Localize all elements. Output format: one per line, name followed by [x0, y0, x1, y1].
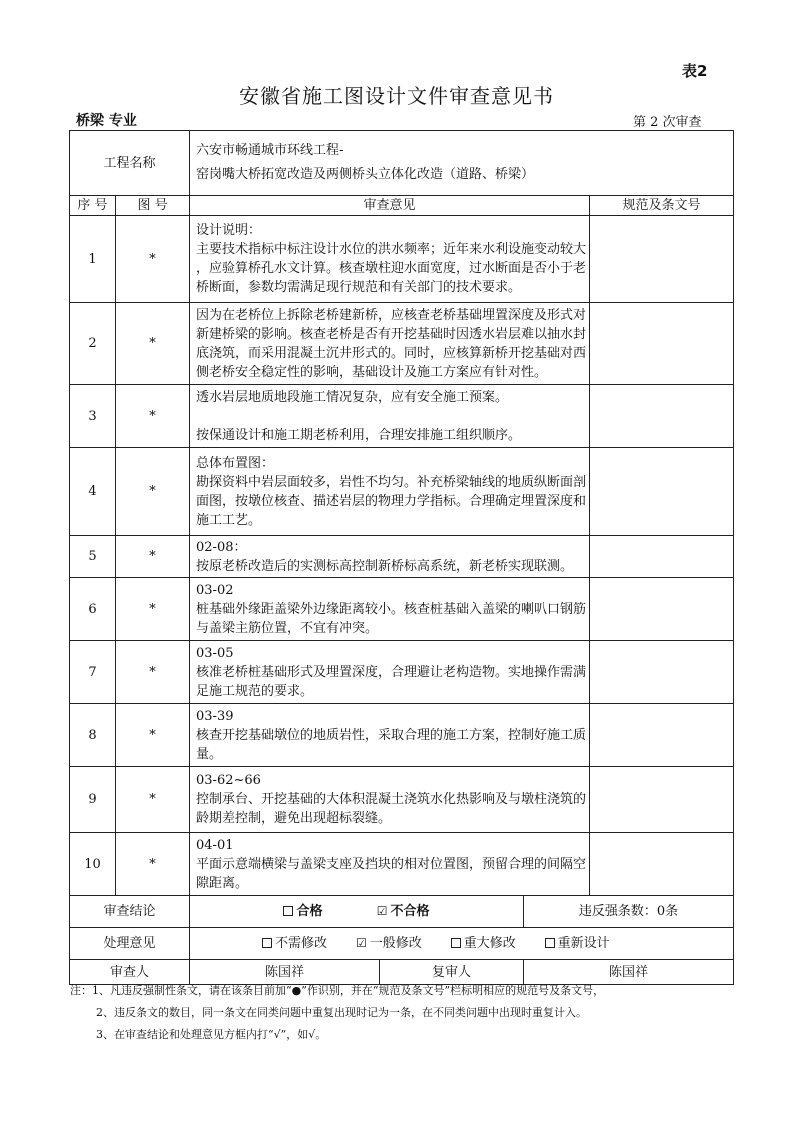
row-drawing: *: [116, 536, 190, 578]
opinion-line: 量。: [196, 746, 223, 762]
row-opinion: [190, 641, 590, 704]
row-drawing: *: [116, 216, 190, 303]
opinion-line: 勘探资料中岩层面较多，岩性不均匀。补充桥梁轴线的地质纵断面剖: [196, 474, 587, 490]
row-opinion: [190, 578, 590, 641]
footnote-2: 2、违反条文的数目，同一条文在同类问题中重复出现时记为一条，在不同类问题中出现时重复计入。: [96, 1006, 587, 1019]
opinion-line: 设计说明：: [196, 223, 262, 238]
conclusion-fail-option[interactable]: [377, 904, 430, 919]
checkbox-empty-icon: [545, 938, 555, 948]
handling-option-no-change[interactable]: [262, 936, 327, 951]
table-row: [70, 448, 734, 536]
header-seq: 序 号: [70, 196, 116, 216]
checkbox-empty-icon: [283, 906, 293, 916]
opinion-line: 桥断面，参数均需满足现行规范和有关部门的技术要求。: [196, 280, 522, 295]
row-code: [590, 303, 734, 385]
opinion-line: 核准老桥桩基础形式及埋置深度，合理避让老构造物。实地操作需满: [196, 664, 587, 680]
opinion-line: 02-08：: [196, 539, 247, 555]
footnote-1: 注：1、凡违反强制性条文，请在该条目前加“●”作识别，并在“规范及条文号”栏标明相应的规范号及条文号，: [70, 984, 605, 997]
opinion-line: 施工工艺。: [196, 512, 262, 528]
row-seq: 8: [70, 704, 116, 767]
row-drawing: *: [116, 641, 190, 704]
table-row: [70, 704, 734, 767]
checkbox-empty-icon: [262, 938, 272, 948]
row-code: [590, 536, 734, 578]
checkbox-checked-icon: ☑: [355, 936, 367, 950]
checkbox-empty-icon: [451, 938, 461, 948]
row-seq: 6: [70, 578, 116, 641]
handling-option-label: 一般修改: [369, 936, 422, 951]
table-row: [70, 216, 734, 303]
row-code: [590, 767, 734, 833]
opinion-line: 隙距离。: [196, 875, 249, 891]
reviewer-label: 审查人: [70, 960, 190, 985]
opinion-line: 新建桥梁的影响。核查老桥是否有开挖基础时因透水岩层难以抽水封: [196, 326, 587, 342]
footnote-3: 3、在审查结论和处理意见方框内打“√”，如√。: [96, 1028, 327, 1041]
opinion-line: 03-02: [196, 582, 234, 598]
opinion-line: 侧老桥安全稳定性的影响，基础设计及施工方案应有针对性。: [196, 364, 548, 380]
conclusion-options: [190, 896, 524, 928]
row-seq: 2: [70, 303, 116, 385]
row-code: [590, 216, 734, 303]
table-row: [70, 536, 734, 578]
row-opinion: [190, 833, 590, 896]
table-number-label: 表2: [682, 62, 708, 80]
row-opinion: [190, 448, 590, 536]
header-row: [70, 196, 734, 216]
opinion-blank-line: [196, 407, 585, 426]
opinion-line: 核查开挖基础墩位的地质岩性，采取合理的施工方案，控制好施工质: [196, 727, 587, 743]
review-round: 第 2 次审查: [633, 115, 702, 130]
opinion-line: 因为在老桥位上拆除老桥建新桥，应核查老桥基础埋置深度及形式对: [196, 307, 587, 323]
handling-options: [190, 928, 734, 960]
table-row: [70, 578, 734, 641]
header-drawing: 图 号: [116, 196, 190, 216]
opinion-line: 平面示意端横梁与盖梁支座及挡块的相对位置图，预留合理的间隔空: [196, 856, 587, 872]
row-opinion: [190, 767, 590, 833]
handling-label: 处理意见: [70, 928, 190, 960]
handling-option-redesign[interactable]: [545, 936, 610, 951]
opinion-line: 03-05: [196, 645, 234, 661]
table-row: [70, 641, 734, 704]
specialty-label: 桥梁 专业: [76, 113, 137, 129]
row-drawing: *: [116, 704, 190, 767]
row-drawing: *: [116, 448, 190, 536]
opinion-line: 03-39: [196, 708, 234, 724]
reviewer-name: 陈国祥: [190, 960, 380, 985]
conclusion-pass-option[interactable]: [283, 904, 322, 919]
opinion-line: 按原老桥改造后的实测标高控制新桥标高系统，新老桥实现联测。: [196, 558, 574, 574]
opinion-line: 主要技术指标中标注设计水位的洪水频率；近年来水利设施变动较大: [196, 242, 587, 257]
opinion-line: 04-01: [196, 837, 234, 853]
row-drawing: *: [116, 385, 190, 448]
handling-option-general[interactable]: [356, 936, 422, 951]
footnotes: [70, 980, 604, 1046]
opinion-line: 控制承台、开挖基础的大体积混凝土浇筑水化热影响及与墩柱浇筑的: [196, 792, 587, 807]
row-seq: 7: [70, 641, 116, 704]
row-code: [590, 448, 734, 536]
row-code: [590, 704, 734, 767]
project-name-value: [190, 131, 734, 196]
opinion-line: 龄期差控制，避免出现超标裂缝。: [196, 811, 392, 826]
handling-option-label: 不需修改: [275, 936, 328, 951]
table-row: [70, 833, 734, 896]
opinion-line: ，应验算桥孔水文计算。核查墩柱迎水面宽度，过水断面是否小于老: [196, 261, 587, 276]
row-seq: 5: [70, 536, 116, 578]
table-row: [70, 767, 734, 833]
opinion-line: 03-62~66: [196, 773, 261, 788]
row-code: [590, 385, 734, 448]
conclusion-row: [70, 896, 734, 928]
opinion-line: 总体布置图：: [196, 455, 275, 471]
rechecker-name: 陈国祥: [524, 960, 734, 985]
conclusion-label: 审查结论: [70, 896, 190, 928]
table-row: [70, 303, 734, 385]
project-row: [70, 131, 734, 196]
row-drawing: *: [116, 303, 190, 385]
handling-option-major[interactable]: [451, 936, 516, 951]
row-drawing: *: [116, 833, 190, 896]
opinion-line: 足施工规范的要求。: [196, 683, 314, 699]
row-drawing: *: [116, 767, 190, 833]
handling-row: [70, 928, 734, 960]
table-row: [70, 385, 734, 448]
project-name-line2: 窑岗嘴大桥拓宽改造及两侧桥头立体化改造（道路、桥梁）: [196, 167, 535, 182]
document-title: 安徽省施工图设计文件审查意见书: [239, 84, 554, 108]
opinion-line: 按保通设计和施工期老桥利用，合理安排施工组织顺序。: [196, 427, 522, 443]
row-code: [590, 641, 734, 704]
row-seq: 4: [70, 448, 116, 536]
opinion-line: 面图，按墩位核查、描述岩层的物理力学指标。合理确定埋置深度和: [196, 493, 587, 509]
review-table: [69, 130, 734, 985]
handling-option-label: 重新设计: [557, 936, 610, 951]
opinion-line: 透水岩层地质地段施工情况复杂，应有安全施工预案。: [196, 389, 509, 405]
row-opinion: [190, 704, 590, 767]
project-name-line1: 六安市畅通城市环线工程-: [196, 143, 344, 158]
row-seq: 1: [70, 216, 116, 303]
row-opinion: [190, 216, 590, 303]
header-opinion: 审查意见: [190, 196, 590, 216]
checkbox-checked-icon: ☑: [376, 904, 388, 918]
row-seq: 10: [70, 833, 116, 896]
rechecker-label: 复审人: [380, 960, 524, 985]
violations-count: 违反强条数：0条: [524, 896, 734, 928]
opinion-line: 与盖梁主筋位置，不宜有冲突。: [196, 620, 379, 636]
row-code: [590, 833, 734, 896]
row-drawing: *: [116, 578, 190, 641]
row-opinion: [190, 303, 590, 385]
row-code: [590, 578, 734, 641]
row-seq: 9: [70, 767, 116, 833]
opinion-line: 桩基础外缘距盖梁外边缘距离较小。核查桩基础入盖梁的喇叭口钢筋: [196, 601, 587, 617]
header-code: 规范及条文号: [590, 196, 734, 216]
row-opinion: [190, 536, 590, 578]
conclusion-pass-label: 合格: [296, 904, 323, 919]
handling-option-label: 重大修改: [463, 936, 516, 951]
project-name-label: 工程名称: [70, 131, 190, 196]
opinion-line: 底浇筑，而采用混凝土沉井形式的。同时，应核算新桥开挖基础对西: [196, 345, 587, 361]
row-opinion: [190, 385, 590, 448]
row-seq: 3: [70, 385, 116, 448]
conclusion-fail-label: 不合格: [390, 904, 430, 919]
